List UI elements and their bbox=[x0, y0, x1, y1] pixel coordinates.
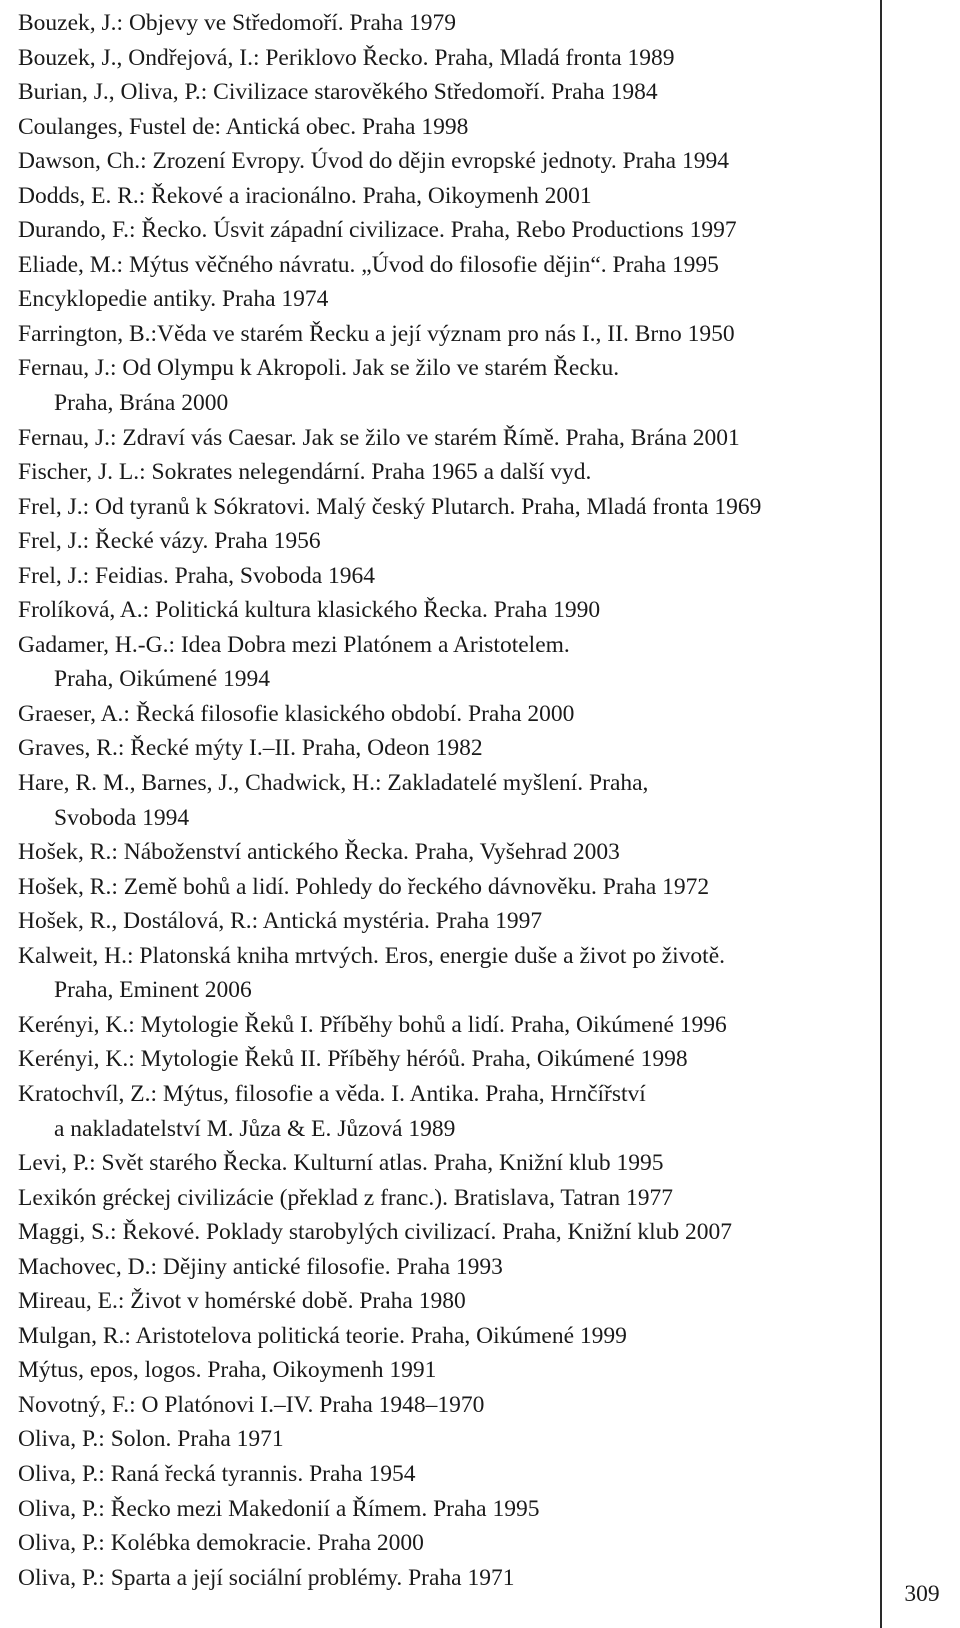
bibliography-entry bbox=[18, 282, 878, 317]
entry-continuation: Praha, Oikúmené 1994 bbox=[54, 666, 271, 693]
entry-text: Kratochvíl, Z.: Mýtus, filosofie a věda. I. Antika. Praha, Hrnčířství bbox=[18, 1080, 646, 1107]
bibliography-entry bbox=[18, 490, 878, 525]
bibliography-entry bbox=[18, 1042, 878, 1077]
entry-text: Frel, J.: Od tyranů k Sókratovi. Malý český Plutarch. Praha, Mladá fronta 1969 bbox=[18, 493, 762, 520]
bibliography-entry bbox=[18, 6, 878, 41]
bibliography-entry bbox=[18, 144, 878, 179]
bibliography-entry bbox=[18, 1353, 878, 1388]
entry-text: Graves, R.: Řecké mýty I.–II. Praha, Odeon 1982 bbox=[18, 735, 483, 762]
entry-text: Bouzek, J.: Objevy ve Středomoří. Praha 1979 bbox=[18, 10, 456, 36]
entry-text: Graeser, A.: Řecká filosofie klasického období. Praha 2000 bbox=[18, 700, 575, 727]
bibliography-entry bbox=[18, 1215, 878, 1250]
entry-text: Oliva, P.: Sparta a její sociální problémy. Praha 1971 bbox=[18, 1564, 515, 1591]
entry-text: Oliva, P.: Kolébka demokracie. Praha 2000 bbox=[18, 1530, 424, 1557]
entry-text: Frel, J.: Feidias. Praha, Svoboda 1964 bbox=[18, 562, 376, 589]
bibliography-entry bbox=[18, 1457, 878, 1492]
entry-continuation: Praha, Eminent 2006 bbox=[54, 977, 252, 1004]
entry-text: Lexikón gréckej civilizácie (překlad z franc.). Bratislava, Tatran 1977 bbox=[18, 1184, 673, 1211]
entry-text: Burian, J., Oliva, P.: Civilizace starověkého Středomoří. Praha 1984 bbox=[18, 79, 658, 106]
bibliography-entry bbox=[18, 317, 878, 352]
bibliography-entry bbox=[18, 248, 878, 283]
entry-text: Mýtus, epos, logos. Praha, Oikoymenh 1991 bbox=[18, 1357, 437, 1384]
entry-text: Eliade, M.: Mýtus věčného návratu. „Úvod do filosofie dějin“. Praha 1995 bbox=[18, 251, 719, 278]
bibliography-entry bbox=[18, 731, 878, 766]
page-number: 309 bbox=[904, 1581, 940, 1607]
entry-text: Dodds, E. R.: Řekové a iracionálno. Praha, Oikoymenh 2001 bbox=[18, 182, 592, 209]
entry-text: Mireau, E.: Život v homérské době. Praha 1980 bbox=[18, 1288, 466, 1315]
bibliography-entry bbox=[18, 351, 878, 420]
bibliography-entry bbox=[18, 870, 878, 905]
entry-text: Dawson, Ch.: Zrození Evropy. Úvod do dějin evropské jednoty. Praha 1994 bbox=[18, 148, 729, 175]
bibliography-entry bbox=[18, 1422, 878, 1457]
bibliography-entry bbox=[18, 835, 878, 870]
bibliography-entry bbox=[18, 1146, 878, 1181]
entry-text: Hošek, R.: Země bohů a lidí. Pohledy do řeckého dávnověku. Praha 1972 bbox=[18, 873, 710, 900]
entry-text: Gadamer, H.-G.: Idea Dobra mezi Platónem a Aristotelem. bbox=[18, 631, 570, 658]
entry-text: Novotný, F.: O Platónovi I.–IV. Praha 1948–1970 bbox=[18, 1391, 485, 1418]
entry-text: Frolíková, A.: Politická kultura klasického Řecka. Praha 1990 bbox=[18, 597, 601, 624]
entry-text: Oliva, P.: Řecko mezi Makedonií a Římem. Praha 1995 bbox=[18, 1495, 540, 1522]
entry-text: Hare, R. M., Barnes, J., Chadwick, H.: Zakladatelé myšlení. Praha, bbox=[18, 770, 649, 797]
entry-text: Levi, P.: Svět starého Řecka. Kulturní atlas. Praha, Knižní klub 1995 bbox=[18, 1150, 664, 1177]
bibliography-entry bbox=[18, 559, 878, 594]
entry-text: Frel, J.: Řecké vázy. Praha 1956 bbox=[18, 528, 321, 555]
bibliography-list bbox=[18, 6, 878, 1595]
bibliography-entry bbox=[18, 41, 878, 76]
bibliography-entry bbox=[18, 1561, 878, 1596]
entry-text: Hošek, R., Dostálová, R.: Antická mystéria. Praha 1997 bbox=[18, 908, 543, 935]
bibliography-entry bbox=[18, 593, 878, 628]
bibliography-entry bbox=[18, 1492, 878, 1527]
bibliography-entry bbox=[18, 628, 878, 697]
entry-continuation: Praha, Brána 2000 bbox=[54, 390, 229, 417]
bibliography-entry bbox=[18, 1284, 878, 1319]
bibliography-entry bbox=[18, 455, 878, 490]
entry-text: Farrington, B.:Věda ve starém Řecku a její význam pro nás I., II. Brno 1950 bbox=[18, 320, 735, 347]
bibliography-entry bbox=[18, 421, 878, 456]
entry-text: Kalweit, H.: Platonská kniha mrtvých. Eros, energie duše a život po životě. bbox=[18, 942, 726, 969]
entry-text: Fischer, J. L.: Sokrates nelegendární. Praha 1965 a další vyd. bbox=[18, 459, 592, 486]
bibliography-entry bbox=[18, 1250, 878, 1285]
entry-text: Fernau, J.: Zdraví vás Caesar. Jak se žilo ve starém Římě. Praha, Brána 2001 bbox=[18, 424, 740, 451]
bibliography-entry bbox=[18, 1077, 878, 1146]
bibliography-entry bbox=[18, 697, 878, 732]
entry-text: Hošek, R.: Náboženství antického Řecka. Praha, Vyšehrad 2003 bbox=[18, 839, 620, 866]
bibliography-entry bbox=[18, 524, 878, 559]
entry-text: Encyklopedie antiky. Praha 1974 bbox=[18, 286, 329, 313]
bibliography-entry bbox=[18, 1181, 878, 1216]
entry-text: Oliva, P.: Solon. Praha 1971 bbox=[18, 1426, 284, 1453]
entry-text: Fernau, J.: Od Olympu k Akropoli. Jak se žilo ve starém Řecku. bbox=[18, 355, 620, 382]
entry-text: Coulanges, Fustel de: Antická obec. Praha 1998 bbox=[18, 113, 469, 140]
entry-continuation: Svoboda 1994 bbox=[54, 804, 190, 831]
bibliography-entry bbox=[18, 213, 878, 248]
entry-text: Maggi, S.: Řekové. Poklady starobylých civilizací. Praha, Knižní klub 2007 bbox=[18, 1219, 733, 1246]
bibliography-entry bbox=[18, 766, 878, 835]
entry-text: Mulgan, R.: Aristotelova politická teorie. Praha, Oikúmené 1999 bbox=[18, 1322, 627, 1349]
entry-text: Durando, F.: Řecko. Úsvit západní civilizace. Praha, Rebo Productions 1997 bbox=[18, 217, 737, 244]
bibliography-entry bbox=[18, 1526, 878, 1561]
entry-text: Machovec, D.: Dějiny antické filosofie. Praha 1993 bbox=[18, 1253, 503, 1280]
bibliography-entry bbox=[18, 75, 878, 110]
bibliography-entry bbox=[18, 904, 878, 939]
bibliography-entry bbox=[18, 1319, 878, 1354]
entry-text: Kerényi, K.: Mytologie Řeků II. Příběhy héróů. Praha, Oikúmené 1998 bbox=[18, 1046, 688, 1073]
entry-text: Oliva, P.: Raná řecká tyrannis. Praha 1954 bbox=[18, 1460, 416, 1487]
bibliography-entry bbox=[18, 939, 878, 1008]
bibliography-entry bbox=[18, 1388, 878, 1423]
column-divider bbox=[880, 0, 882, 1628]
entry-text: Bouzek, J., Ondřejová, I.: Periklovo Řecko. Praha, Mladá fronta 1989 bbox=[18, 44, 675, 71]
bibliography-entry bbox=[18, 179, 878, 214]
entry-text: Kerényi, K.: Mytologie Řeků I. Příběhy bohů a lidí. Praha, Oikúmené 1996 bbox=[18, 1011, 727, 1038]
bibliography-entry bbox=[18, 110, 878, 145]
entry-continuation: a nakladatelství M. Jůza & E. Jůzová 1989 bbox=[54, 1115, 456, 1142]
bibliography-entry bbox=[18, 1008, 878, 1043]
